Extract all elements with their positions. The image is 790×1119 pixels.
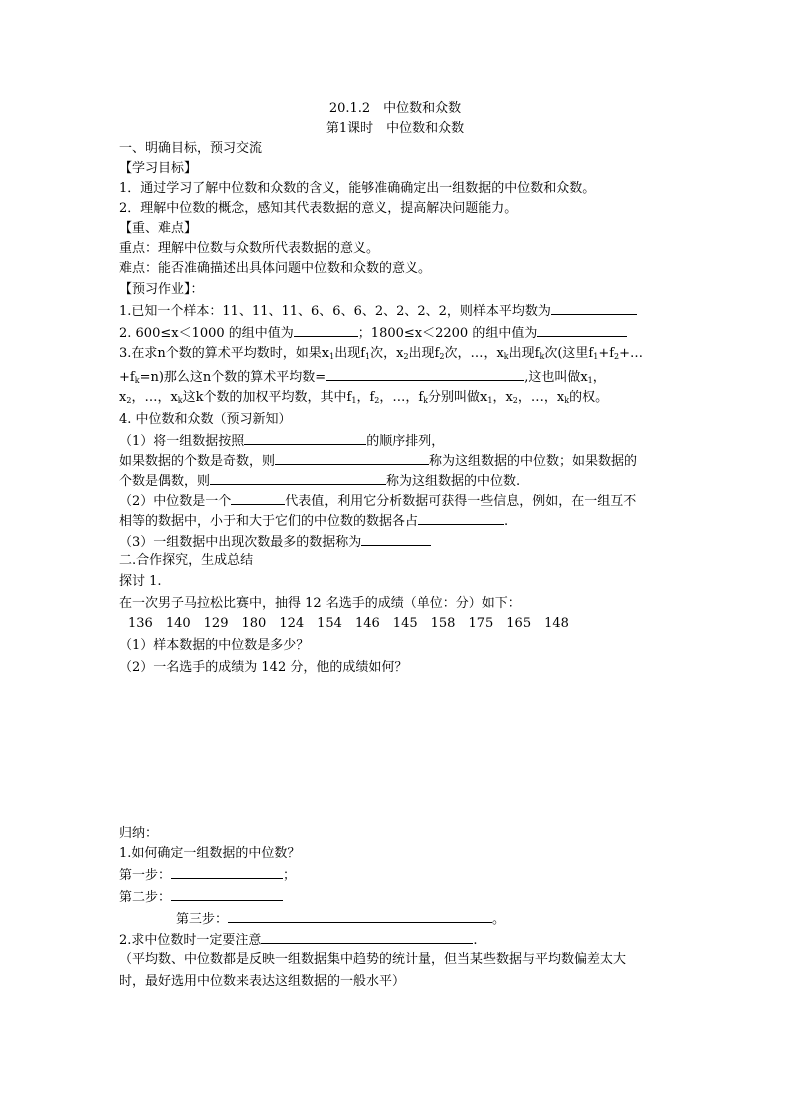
hw3-text: x xyxy=(119,390,127,405)
homework-3-line-2 xyxy=(119,368,606,386)
hw3-sub: 1 xyxy=(587,376,593,385)
homework-4-5 xyxy=(119,512,508,530)
score-value: 145 xyxy=(392,616,418,631)
note-line-1: （平均数、中位数都是反映一组数据集中趋势的统计量，但当某些数据与平均数偏差太大 xyxy=(119,952,627,967)
marathon-scores xyxy=(128,616,569,632)
blank-step-2[interactable] xyxy=(171,888,283,901)
blank-sort-order[interactable] xyxy=(244,432,366,445)
hw3-sub: k xyxy=(539,352,545,361)
hw3-sub: 1 xyxy=(351,396,357,405)
blank-step-1[interactable] xyxy=(171,866,283,879)
summary-question-1: 1.如何确定一组数据的中位数？ xyxy=(119,846,301,861)
hw3-sub: 1 xyxy=(329,352,335,361)
goal-1: 1．通过学习了解中位数和众数的含义，能够准确确定出一组数据的中位数和众数。 xyxy=(119,181,596,196)
score-value: 180 xyxy=(241,616,267,631)
hw3-sub: 2 xyxy=(439,352,445,361)
hw3-text: 分别叫做x xyxy=(428,390,488,405)
hw3-text: 出现f xyxy=(334,346,366,361)
hw3-sub: 1 xyxy=(365,352,371,361)
hw4-text: （2）中位数是一个 xyxy=(119,494,232,509)
hw3-text: 出现f xyxy=(508,346,540,361)
hw3-sub: 2 xyxy=(126,396,132,405)
difficult-point: 难点：能否准确描述出具体问题中位数和众数的意义。 xyxy=(119,261,432,276)
blank-half[interactable] xyxy=(418,512,504,525)
homework-2-text-a: 2. 600≤x＜1000 的组中值为 xyxy=(119,326,294,341)
hw4-text: 相等的数据中，小于和大于它们的中位数的数据各占 xyxy=(119,514,419,529)
hw3-text: =n)那么这n个数的算术平均数= xyxy=(139,370,327,385)
homework-4: 4. 中位数和众数（预习新知） xyxy=(119,412,292,427)
keys-heading: 【重、难点】 xyxy=(119,221,198,236)
hw4-text: 如果数据的个数是奇数，则 xyxy=(119,454,276,469)
explore-heading: 探讨 1. xyxy=(119,574,162,589)
homework-4-3 xyxy=(119,472,520,490)
blank-mode[interactable] xyxy=(361,533,431,546)
hw3-sub: k xyxy=(564,396,570,405)
summary-question-2 xyxy=(119,931,478,949)
hw4-text: 的顺序排列， xyxy=(366,434,445,449)
hw3-text: +f xyxy=(598,346,615,361)
homework-4-6 xyxy=(119,533,431,551)
hw3-text: +… xyxy=(619,346,644,361)
hw3-text: 次(这里f xyxy=(544,346,594,361)
hw4-text: 称为这组数据的中位数. xyxy=(386,474,521,489)
hw3-text: ， xyxy=(592,370,606,385)
hw3-text: 次，…，x xyxy=(444,346,504,361)
step-label: 第三步： xyxy=(176,912,229,927)
hw3-text: ，…，x xyxy=(517,390,565,405)
hw3-sub: 2 xyxy=(614,352,620,361)
hw4-text: 称为这组数据的中位数；如果数据的 xyxy=(429,454,638,469)
homework-heading: 【预习作业】： xyxy=(119,282,204,297)
hw3-text: ，f xyxy=(356,390,375,405)
goal-2: 2．理解中位数的概念，感知其代表数据的意义，提高解决问题能力。 xyxy=(119,201,518,216)
score-value: 124 xyxy=(279,616,305,631)
blank-odd-median[interactable] xyxy=(275,452,429,465)
step-1 xyxy=(119,866,296,884)
step-2 xyxy=(119,888,283,906)
hw3-sub: 2 xyxy=(512,396,518,405)
hw3-sub: k xyxy=(177,396,183,405)
homework-3-line-3 xyxy=(119,390,608,406)
homework-4-1 xyxy=(119,432,444,450)
step-punct: ； xyxy=(283,868,297,883)
hw3-text: 出现f xyxy=(408,346,440,361)
hw3-text: ，…，x xyxy=(131,390,178,405)
homework-1-text: 1.已知一个样本：11、11、11、6、6、6、2、2、2、2，则样本平均数为 xyxy=(119,304,551,319)
homework-2-text-b: ；1800≤x＜2200 的组中值为 xyxy=(357,326,538,341)
hw4-text: . xyxy=(504,514,509,529)
hw3-sub: 2 xyxy=(374,396,380,405)
score-value: 136 xyxy=(128,616,153,631)
blank-attention[interactable] xyxy=(261,931,473,944)
summary-heading: 归纳： xyxy=(119,826,159,841)
explore-question-2: （2）一名选手的成绩为 142 分，他的成绩如何？ xyxy=(119,660,408,675)
step-label: 第一步： xyxy=(119,868,172,883)
hw3-text: 3.在求n个数的算术平均数时，如果x xyxy=(119,346,330,361)
note-line-2: 时，最好选用中位数来表达这组数据的一般水平） xyxy=(119,974,406,989)
homework-1 xyxy=(119,302,637,320)
step-label: 第二步： xyxy=(119,890,172,905)
hw3-text: 这k个数的加权平均数，其中f xyxy=(182,390,352,405)
summary-text: 2.求中位数时一定要注意 xyxy=(119,933,262,948)
hw3-text: +f xyxy=(119,370,135,385)
hw3-sub: k xyxy=(134,376,140,385)
score-value: 148 xyxy=(544,616,569,631)
summary-text: . xyxy=(473,933,478,948)
blank-weighted-mean[interactable] xyxy=(326,368,524,381)
blank-group-mid-2[interactable] xyxy=(537,324,627,337)
hw3-sub: k xyxy=(503,352,509,361)
hw4-text: 代表值，利用它分析数据可获得一些信息，例如，在一组互不 xyxy=(285,494,637,509)
score-value: 140 xyxy=(165,616,191,631)
section-1-heading: 一、明确目标，预习交流 xyxy=(119,141,263,156)
homework-4-2 xyxy=(119,452,637,470)
blank-group-mid-1[interactable] xyxy=(294,324,358,337)
blank-step-3[interactable] xyxy=(228,910,492,923)
hw4-text: （1）将一组数据按照 xyxy=(119,434,245,449)
hw3-sub: 2 xyxy=(403,352,409,361)
goals-heading: 【学习目标】 xyxy=(119,161,198,176)
score-value: 146 xyxy=(354,616,380,631)
hw3-text: 次，x xyxy=(370,346,404,361)
score-value: 165 xyxy=(506,616,532,631)
score-value: 129 xyxy=(203,616,229,631)
hw4-text: （3）一组数据中出现次数最多的数据称为 xyxy=(119,535,362,550)
score-value: 154 xyxy=(317,616,342,631)
hw3-sub: 1 xyxy=(487,396,493,405)
score-value: 158 xyxy=(430,616,456,631)
hw3-sub: k xyxy=(423,396,429,405)
section-2-heading: 二.合作探究，生成总结 xyxy=(119,553,254,568)
blank-even-median[interactable] xyxy=(210,472,386,485)
explore-question-1: （1）样本数据的中位数是多少？ xyxy=(119,638,310,653)
hw3-text: ,这也叫做x xyxy=(524,370,588,385)
score-value: 175 xyxy=(468,616,494,631)
explore-intro: 在一次男子马拉松比赛中，抽得 12 名选手的成绩（单位：分）如下： xyxy=(119,596,521,611)
hw4-text: 个数是偶数，则 xyxy=(119,474,211,489)
step-punct: 。 xyxy=(492,912,506,927)
lesson-subtitle: 第1课时 中位数和众数 xyxy=(325,121,465,136)
hw3-text: ，…，f xyxy=(379,390,424,405)
key-point: 重点：理解中位数与众数所代表数据的意义。 xyxy=(119,241,380,256)
homework-3-line-1 xyxy=(119,346,643,362)
homework-4-4 xyxy=(119,492,636,510)
hw3-text: ，x xyxy=(492,390,513,405)
hw3-text: 的权。 xyxy=(569,390,609,405)
blank-sample-mean[interactable] xyxy=(551,302,637,315)
hw3-sub: 1 xyxy=(593,352,599,361)
lesson-title: 20.1.2 中位数和众数 xyxy=(328,101,462,116)
blank-median-type[interactable] xyxy=(231,492,285,505)
homework-2 xyxy=(119,324,627,342)
step-3 xyxy=(176,910,505,928)
